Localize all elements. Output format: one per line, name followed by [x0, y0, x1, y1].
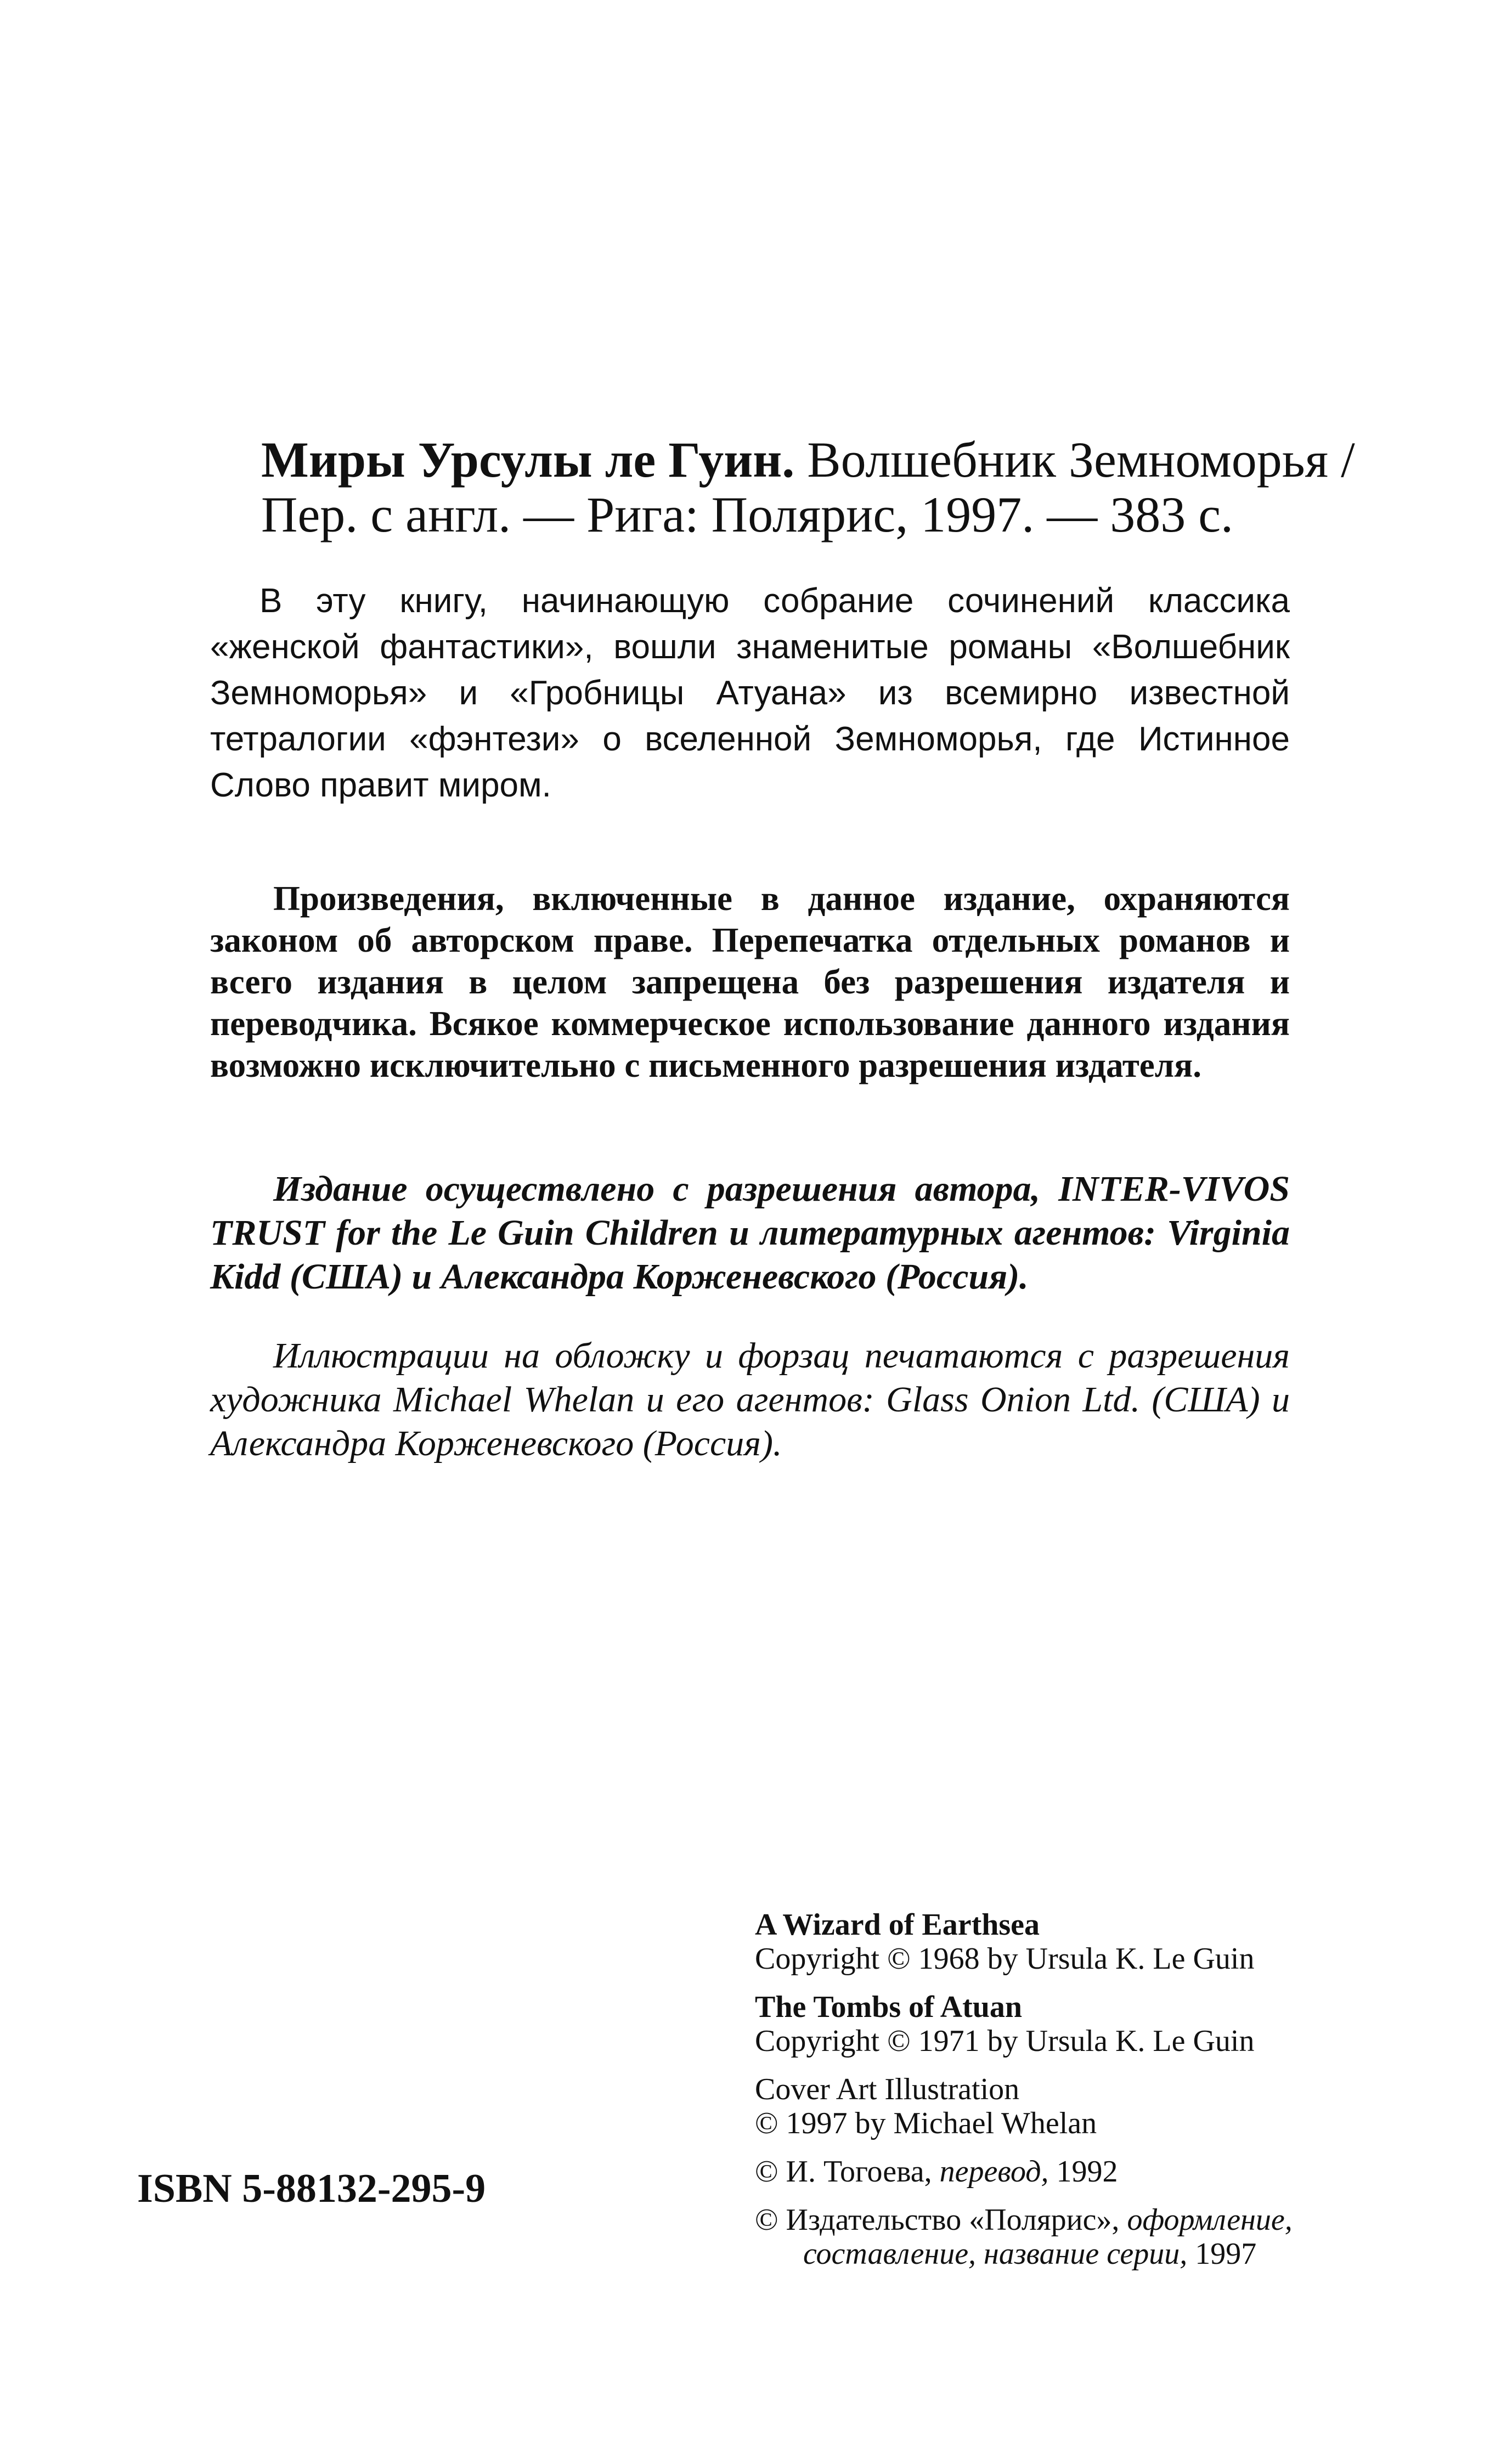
copyright-cover-art: [755, 2072, 1358, 2140]
annotation-text: В эту книгу, начинающую собрание сочинений классика «женской фантастики», вошли знаменитые романы «Волшебник Земноморья» и «Гробницы Атуана» из всемирно известной тетралогии «фэнтези» о вселенной Земноморья, где Истинное Слово правит миром.: [210, 582, 1290, 804]
cover-art-copyright: © 1997 by Michael Whelan: [755, 2106, 1097, 2140]
book1-title: A Wizard of Earthsea: [755, 1908, 1040, 1942]
copyright-publisher: [755, 2203, 1385, 2271]
annotation: [210, 578, 1290, 809]
copyright-book2: [755, 1990, 1358, 2058]
copyright-translator: [755, 2155, 1358, 2189]
copyright-block: [755, 1908, 1358, 2285]
copyright-notice: [210, 878, 1290, 1086]
publisher-role: оформление, составление, название серии,: [803, 2203, 1293, 2271]
author-permission: [210, 1167, 1290, 1299]
illustration-permission-text: Иллюстрации на обложку и форзац печатаются с разрешения художника Michael Whelan и его агентов: Glass Onion Ltd. (США) и Александра Корженевского (Россия).: [210, 1336, 1290, 1463]
book-title: Волшебник Земноморья /: [794, 432, 1355, 488]
publisher-year: 1997: [1187, 2237, 1257, 2271]
cover-art-title: Cover Art Illustration: [755, 2072, 1020, 2106]
copyright-book1: [755, 1908, 1358, 1976]
bibliographic-title: [261, 432, 1355, 488]
illustration-permission: [210, 1334, 1290, 1466]
author-permission-text: Издание осуществлено с разрешения автора, INTER-VIVOS TRUST for the Le Guin Children и литературных агентов: Virginia Kidd (США) и Александра Корженевского (Россия).: [210, 1169, 1290, 1297]
book1-copyright: Copyright © 1968 by Ursula K. Le Guin: [755, 1942, 1255, 1976]
book2-copyright: Copyright © 1971 by Ursula K. Le Guin: [755, 2024, 1255, 2058]
bibliographic-imprint: Пер. с англ. — Рига: Полярис, 1997. — 383 с.: [261, 487, 1234, 542]
publisher-name: © Издательство «Полярис»,: [755, 2203, 1127, 2237]
collection-title: Миры Урсулы ле Гуин.: [261, 432, 795, 488]
book2-title: The Tombs of Atuan: [755, 1990, 1023, 2024]
translator-year: 1992: [1048, 2155, 1118, 2189]
copyright-notice-text: Произведения, включенные в данное издание, охраняются законом об авторском праве. Перепечатка отдельных романов и всего издания в целом запрещена без разрешения издателя и переводчика. Всякое коммерческое использование данного издания возможно исключительно с письменного разрешения издателя.: [210, 879, 1290, 1084]
isbn: ISBN 5-88132-295-9: [137, 2166, 486, 2211]
translator-role: перевод,: [939, 2155, 1049, 2189]
translator-name: © И. Тогоева,: [755, 2155, 940, 2189]
